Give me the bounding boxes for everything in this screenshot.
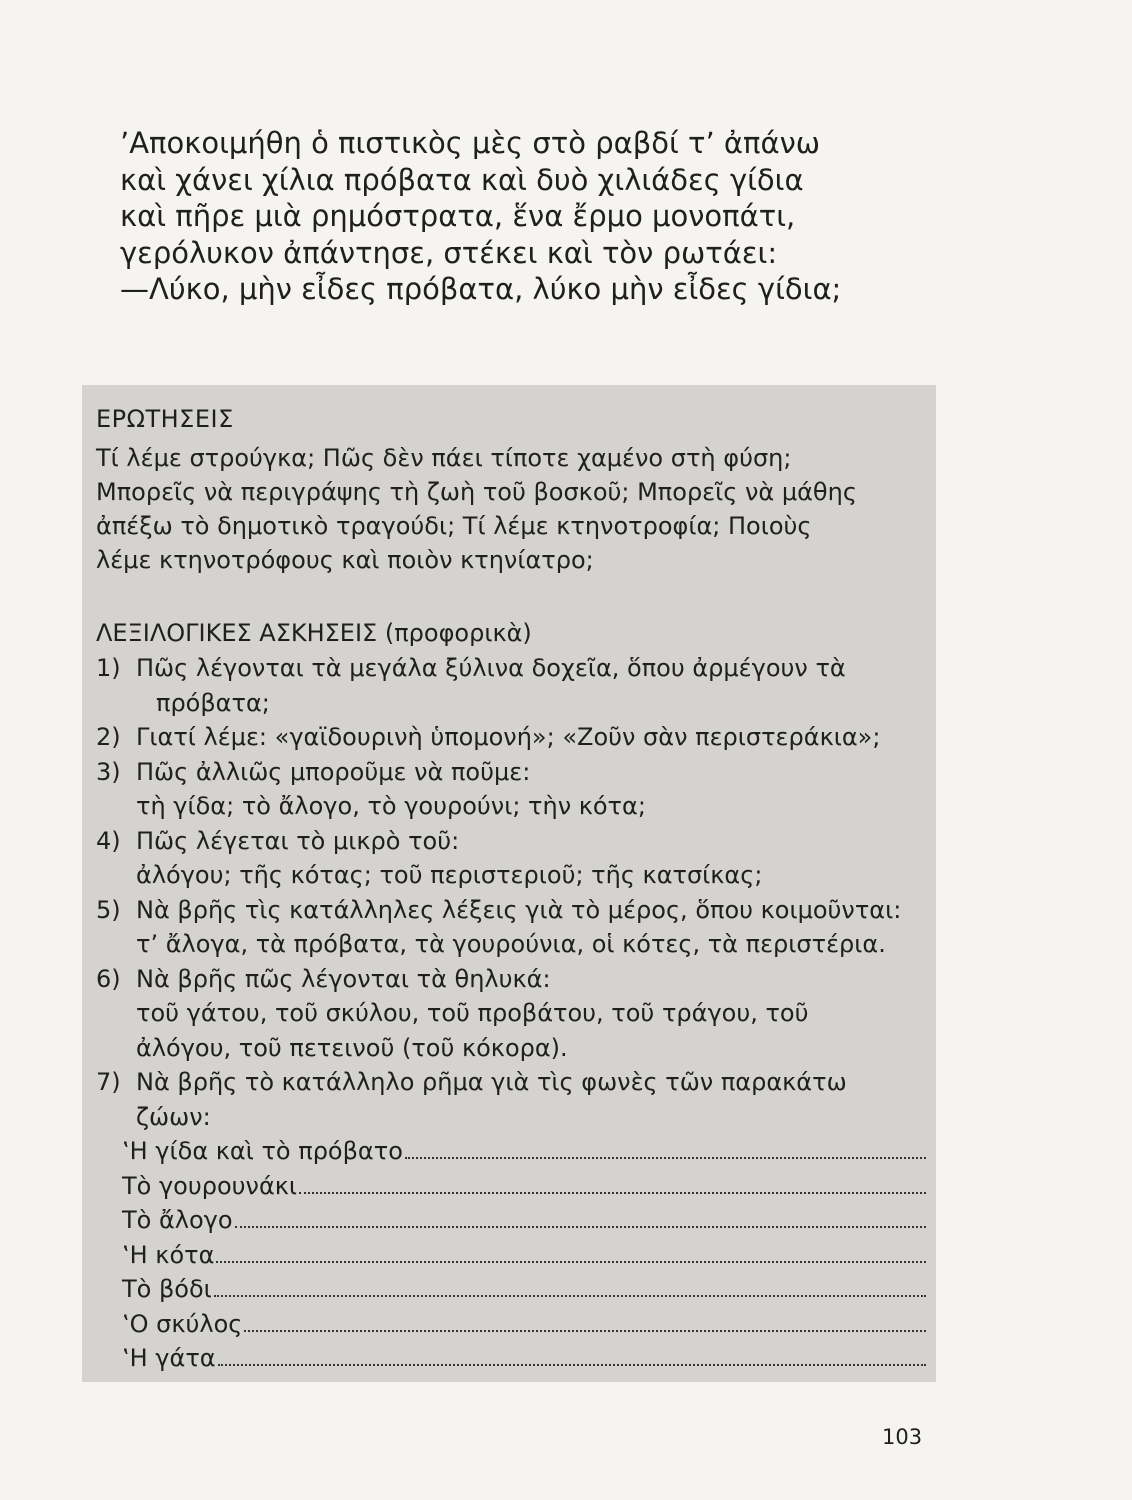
- exercise-number: 4): [96, 826, 121, 855]
- exercise-line: Νὰ βρῆς πῶς λέγονται τὰ θηλυκά:: [136, 964, 551, 993]
- fill-in-label: ‛Η γάτα: [122, 1344, 216, 1372]
- exercise-number: 3): [96, 757, 121, 786]
- fill-in-row: [96, 1238, 926, 1273]
- page-number: 103: [882, 1425, 923, 1449]
- exercise-item: [96, 962, 926, 1066]
- fill-in-row: [96, 1272, 926, 1307]
- fill-in-label: Τὸ ἄλογο: [122, 1206, 233, 1234]
- exercise-item: [96, 1065, 926, 1134]
- exercise-line: Γιατί λέμε: «γαϊδουρινὴ ὑπομονή»; «Ζοῦν σὰν περιστεράκια»;: [136, 723, 881, 751]
- exercise-item: [96, 893, 926, 962]
- questions-text: [96, 441, 926, 577]
- fill-in-label: ‛Ο σκύλος: [122, 1309, 243, 1338]
- fill-in-label: Τὸ γουρουνάκι: [122, 1171, 298, 1200]
- poem-line: καὶ πῆρε μιὰ ρημόστρατα, ἕνα ἔρμο μονοπάτι,: [120, 199, 796, 233]
- exercise-number: 2): [96, 723, 121, 751]
- fill-in-row: [96, 1203, 926, 1238]
- fill-in-blank: [218, 1363, 926, 1366]
- exercise-line: τ’ ἄλογα, τὰ πρόβατα, τὰ γουρούνια, οἱ κότες, τὰ περιστέρια.: [136, 930, 886, 958]
- exercise-line: ζώων:: [136, 1102, 211, 1131]
- exercise-line: τὴ γίδα; τὸ ἄλογο, τὸ γουρούνι; τὴν κότα;: [136, 792, 646, 820]
- fill-in-blank: [235, 1225, 926, 1228]
- exercise-line: πρόβατα;: [156, 688, 270, 717]
- exercise-line: Πῶς ἀλλιῶς μποροῦμε νὰ ποῦμε:: [136, 757, 531, 786]
- questions-line: Τί λέμε στρούγκα; Πῶς δὲν πάει τίποτε χαμένο στὴ φύση;: [96, 444, 792, 472]
- fill-in-blank: [299, 1191, 926, 1194]
- exercise-box: [82, 385, 936, 1382]
- poem-line: γερόλυκον ἀπάντησε, στέκει καὶ τὸν ρωτάει:: [120, 235, 778, 270]
- exercise-number: 5): [96, 895, 121, 924]
- questions-line: λέμε κτηνοτρόφους καὶ ποιὸν κτηνίατρο;: [96, 546, 594, 574]
- exercise-line: τοῦ γάτου, τοῦ σκύλου, τοῦ προβάτου, τοῦ τράγου, τοῦ: [136, 999, 809, 1027]
- questions-heading: ΕΡΩΤΗΣΕΙΣ: [96, 405, 234, 433]
- exercise-item: [96, 651, 926, 720]
- fill-in-row: [96, 1341, 926, 1376]
- poem-line: καὶ χάνει χίλια πρόβατα καὶ δυὸ χιλιάδες γίδια: [120, 162, 804, 197]
- exercise-item: [96, 824, 926, 893]
- exercise-item: [96, 755, 926, 824]
- fill-in-row: [96, 1134, 926, 1169]
- questions-line: Μπορεῖς νὰ περιγράψης τὴ ζωὴ τοῦ βοσκοῦ; Μπορεῖς νὰ μάθης: [96, 478, 857, 506]
- fill-in-label: ‛Η κότα: [122, 1240, 215, 1269]
- exercise-line: Νὰ βρῆς τὸ κατάλληλο ρῆμα γιὰ τὶς φωνὲς τῶν παρακάτω: [136, 1068, 847, 1096]
- fill-in-blank: [216, 1260, 926, 1263]
- exercise-number: 6): [96, 964, 121, 993]
- fill-in-blank: [214, 1294, 926, 1297]
- exercise-line: Πῶς λέγονται τὰ μεγάλα ξύλινα δοχεῖα, ὅπου ἀρμέγουν τὰ: [136, 654, 846, 682]
- exercise-list: [96, 651, 926, 1376]
- exercise-line: ἀλόγου; τῆς κότας; τοῦ περιστεριοῦ; τῆς κατσίκας;: [136, 861, 763, 889]
- exercise-number: 1): [96, 654, 121, 682]
- exercise-number: 7): [96, 1068, 121, 1096]
- exercise-line: ἀλόγου, τοῦ πετεινοῦ (τοῦ κόκορα).: [136, 1033, 568, 1062]
- exercise-line: Πῶς λέγεται τὸ μικρὸ τοῦ:: [136, 826, 460, 855]
- fill-in-label: Τὸ βόδι: [122, 1275, 212, 1303]
- fill-in-row: [96, 1169, 926, 1204]
- poem-line: —Λύκο, μὴν εἶδες πρόβατα, λύκο μὴν εἶδες γίδια;: [120, 272, 842, 306]
- poem: [120, 125, 940, 308]
- fill-in-row: [96, 1307, 926, 1342]
- fill-in-blank: [244, 1329, 926, 1332]
- exercise-line: Νὰ βρῆς τὶς κατάλληλες λέξεις γιὰ τὸ μέρος, ὅπου κοιμοῦνται:: [136, 895, 902, 924]
- questions-line: ἀπέξω τὸ δημοτικὸ τραγούδι; Τί λέμε κτηνοτροφία; Ποιοὺς: [96, 512, 812, 540]
- exercises-heading: ΛΕΞΙΛΟΓΙΚΕΣ ΑΣΚΗΣΕΙΣ (προφορικὰ): [96, 619, 532, 647]
- fill-in-blank: [405, 1156, 926, 1159]
- poem-line: ’Αποκοιμήθη ὁ πιστικὸς μὲς στὸ ραβδί τ’ ἀπάνω: [120, 126, 821, 160]
- fill-in-label: ‛Η γίδα καὶ τὸ πρόβατο: [122, 1137, 403, 1165]
- exercise-item: [96, 720, 926, 755]
